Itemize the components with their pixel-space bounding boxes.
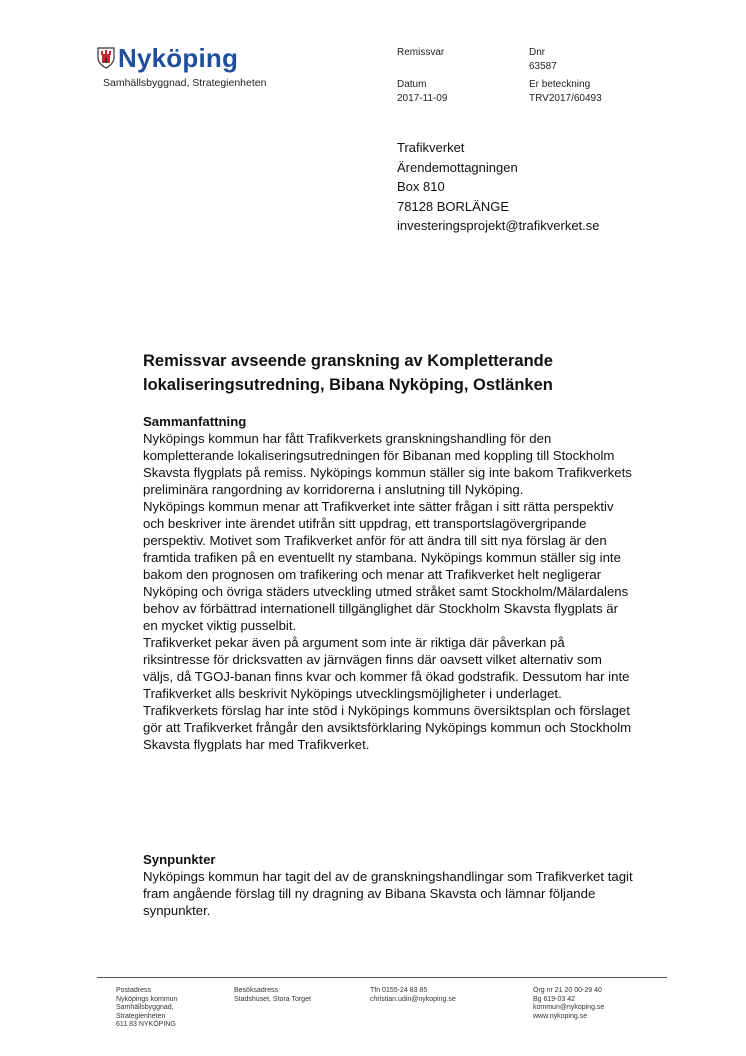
footer-text: Nyköpings kommun — [116, 995, 178, 1003]
footer-email: christian.udin@nykoping.se — [370, 995, 456, 1003]
their-ref-value: TRV2017/60493 — [529, 93, 602, 104]
recipient-line: Box 810 — [397, 179, 445, 194]
footer-contact — [370, 987, 456, 1004]
footer-text: Samhällsbyggnad, — [116, 1004, 174, 1012]
their-ref-label: Er beteckning — [529, 79, 591, 90]
footer-divider — [97, 977, 667, 978]
footer-text: 611 83 NYKÖPING — [116, 1021, 176, 1029]
recipient-email: investeringsprojekt@trafikverket.se — [397, 218, 600, 233]
paragraph: Trafikverkets förslag har inte stöd i Nyköpings kommuns översiktsplan och förslaget gör att Trafikverket frångår den avsiktsförklaring Nyköpings kommun och Stockholm Skavsta flygplats har med Trafikverket. — [143, 703, 632, 752]
dnr-value: 63587 — [529, 61, 557, 72]
footer-visit-address — [234, 987, 311, 1004]
footer-text: Besöksadress — [234, 987, 278, 994]
paragraph: Trafikverket pekar även på argument som inte är riktiga där påverkan på riksintresse för dricksvatten av järnvägen finns där oavsett vilket alternativ som väljs, då TGOJ-banan finns kvar och kommer få ökad godstrafik. Dessutom har inte Trafikverket alls beskrivit Nyköpings utvecklingsmöjligheter i underlaget. — [143, 635, 630, 701]
coat-of-arms-icon — [97, 47, 115, 69]
footer-text: Stadshuset, Stora Torget — [234, 995, 311, 1003]
document-title: Remissvar avseende granskning av Kompletterande lokaliseringsutredning, Bibana Nyköping, Ostlänken — [143, 352, 553, 394]
paragraph: Nyköpings kommun har tagit del av de granskningshandlingar som Trafikverket tagit fram angående förslag till ny dragning av Bibana Skavsta och lämnar följande synpunkter. — [143, 869, 633, 918]
recipient-line: Trafikverket — [397, 140, 465, 155]
recipient-line: Ärendemottagningen — [397, 159, 518, 175]
paragraph: Nyköpings kommun menar att Trafikverket inte sätter frågan i sitt rätta perspektiv och beskriver inte ärendet utifrån sitt uppdrag, ett transportslagövergripande perspektiv. Motivet som Trafikverket anför för att ändra till sitt nya förslag är den framtida trafiken på en eventuellt ny stambana. Nyköpings kommun ställer sig inte bakom den prognosen om trafikering och menar att Trafikverket helt negligerar Nyköping och övriga städers utveckling utmed stråket samt Stockholm/Mälardalens behov av förbättrad internationell tillgänglighet där Stockholm Skavsta flygplats är en mycket viktig pusselbit. — [143, 499, 629, 633]
footer-text: Tfn 0155-24 83 85 — [370, 987, 428, 994]
footer-postal-address — [116, 987, 177, 1030]
recipient-line: 78128 BORLÄNGE — [397, 198, 510, 214]
footer-email: kommun@nykoping.se — [533, 1004, 605, 1012]
date-label: Datum — [397, 79, 427, 90]
footer-text: Org nr 21 20 00-29 40 — [533, 987, 602, 994]
footer-org-info — [533, 987, 604, 1021]
nykoping-logo — [97, 44, 238, 72]
comments-section — [143, 851, 633, 919]
paragraph: Nyköpings kommun har fått Trafikverkets granskningshandling för den kompletterande lokaliseringsutredningen för Bibanan med koppling till Stockholm Skavsta flygplats på remiss. Nyköpings kommun ställer sig inte bakom Trafikverkets preliminära rangordning av korridorerna i anslutning till Nyköping. — [143, 431, 632, 497]
summary-section — [143, 413, 633, 753]
footer-website: www.nykoping.se — [533, 1012, 588, 1020]
footer-text: Bg 619-03 42 — [533, 995, 576, 1003]
doc-type-label: Remissvar — [397, 47, 445, 58]
footer-text: Strategienheten — [116, 1012, 166, 1020]
logo-text: Nyköping — [118, 43, 239, 73]
date-value: 2017-11-09 — [397, 93, 448, 104]
recipient-address — [397, 138, 600, 236]
section-heading: Synpunkter — [143, 852, 216, 867]
footer-text: Postadress — [116, 987, 152, 994]
department-label: Samhällsbyggnad, Strategienheten — [103, 77, 267, 89]
dnr-label: Dnr — [529, 47, 546, 58]
section-heading: Sammanfattning — [143, 414, 247, 429]
